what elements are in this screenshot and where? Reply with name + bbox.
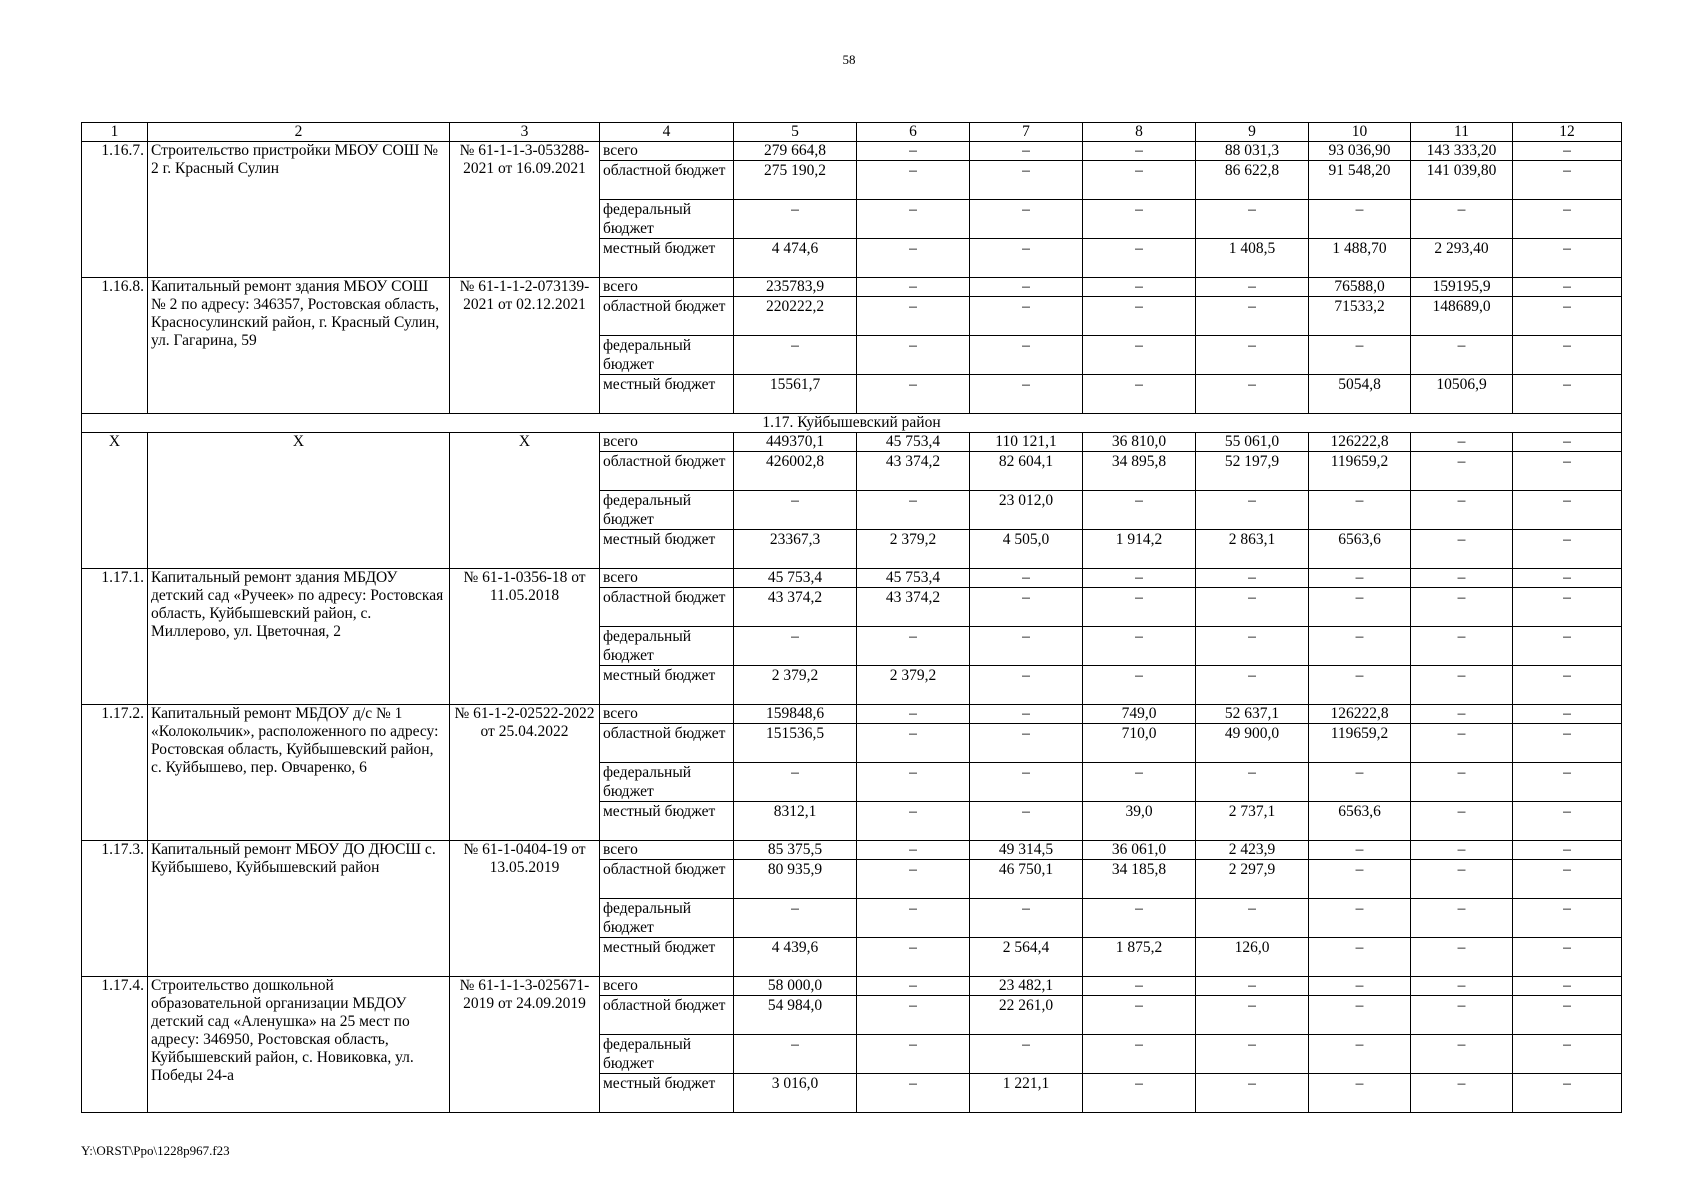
amount-cell: – bbox=[1083, 996, 1196, 1035]
amount-cell: – bbox=[1083, 588, 1196, 627]
amount-cell: – bbox=[734, 627, 857, 666]
amount-cell: – bbox=[1083, 899, 1196, 938]
table-row bbox=[82, 705, 1622, 724]
amount-cell: – bbox=[1309, 336, 1411, 375]
amount-cell: 86 622,8 bbox=[1196, 161, 1309, 200]
amount-cell: 749,0 bbox=[1083, 705, 1196, 724]
amount-cell: – bbox=[1513, 161, 1622, 200]
amount-cell: 85 375,5 bbox=[734, 841, 857, 860]
table-row bbox=[82, 569, 1622, 588]
page-number: 58 bbox=[842, 52, 856, 67]
amount-cell: 2 379,2 bbox=[857, 666, 970, 705]
item-name: Х bbox=[148, 433, 450, 569]
amount-cell: 2 737,1 bbox=[1196, 802, 1309, 841]
amount-cell: – bbox=[857, 763, 970, 802]
amount-cell: – bbox=[857, 278, 970, 297]
section-title: 1.17. Куйбышевский район bbox=[82, 414, 1622, 433]
amount-cell: 93 036,90 bbox=[1309, 142, 1411, 161]
budget-source: местный бюджет bbox=[600, 666, 734, 705]
item-number: 1.16.7. bbox=[82, 142, 148, 278]
amount-cell: 52 197,9 bbox=[1196, 452, 1309, 491]
amount-cell: 45 753,4 bbox=[857, 569, 970, 588]
amount-cell: 34 185,8 bbox=[1083, 860, 1196, 899]
amount-cell: 8312,1 bbox=[734, 802, 857, 841]
amount-cell: 80 935,9 bbox=[734, 860, 857, 899]
amount-cell: 6563,6 bbox=[1309, 802, 1411, 841]
amount-cell: – bbox=[1513, 1074, 1622, 1113]
amount-cell: 45 753,4 bbox=[734, 569, 857, 588]
amount-cell: 2 379,2 bbox=[734, 666, 857, 705]
amount-cell: 82 604,1 bbox=[970, 452, 1083, 491]
amount-cell: – bbox=[970, 1035, 1083, 1074]
amount-cell: 1 221,1 bbox=[970, 1074, 1083, 1113]
item-number: 1.17.3. bbox=[82, 841, 148, 977]
column-number: 5 bbox=[734, 123, 857, 142]
amount-cell: – bbox=[1083, 297, 1196, 336]
amount-cell: 275 190,2 bbox=[734, 161, 857, 200]
amount-cell: – bbox=[1411, 1074, 1513, 1113]
amount-cell: – bbox=[1411, 705, 1513, 724]
amount-cell: 49 314,5 bbox=[970, 841, 1083, 860]
amount-cell: 23367,3 bbox=[734, 530, 857, 569]
amount-cell: – bbox=[1309, 666, 1411, 705]
amount-cell: 5054,8 bbox=[1309, 375, 1411, 414]
budget-source: областной бюджет bbox=[600, 996, 734, 1035]
budget-source: местный бюджет bbox=[600, 375, 734, 414]
item-name: Строительство дошкольной образовательной организации МБДОУ детский сад «Аленушка» на 25 мест по адресу: 346950, Ростовская область, Куйбышевский район, с. Новиковка, ул. Победы 24-а bbox=[148, 977, 450, 1113]
item-name: Капитальный ремонт здания МБДОУ детский сад «Ручеек» по адресу: Ростовская область, Куйбышевский район, с. Миллерово, ул. Цветочная, 2 bbox=[148, 569, 450, 705]
amount-cell: – bbox=[1411, 1035, 1513, 1074]
amount-cell: – bbox=[1083, 763, 1196, 802]
amount-cell: – bbox=[1513, 200, 1622, 239]
amount-cell: 119659,2 bbox=[1309, 452, 1411, 491]
amount-cell: 143 333,20 bbox=[1411, 142, 1513, 161]
amount-cell: – bbox=[734, 336, 857, 375]
amount-cell: – bbox=[857, 200, 970, 239]
amount-cell: – bbox=[1411, 938, 1513, 977]
column-number-row bbox=[82, 123, 1622, 142]
amount-cell: – bbox=[1513, 452, 1622, 491]
amount-cell: – bbox=[970, 588, 1083, 627]
amount-cell: – bbox=[1083, 977, 1196, 996]
column-number: 10 bbox=[1309, 123, 1411, 142]
amount-cell: – bbox=[1513, 899, 1622, 938]
column-number: 4 bbox=[600, 123, 734, 142]
amount-cell: – bbox=[970, 297, 1083, 336]
budget-source: местный бюджет bbox=[600, 802, 734, 841]
amount-cell: – bbox=[1309, 996, 1411, 1035]
amount-cell: – bbox=[857, 899, 970, 938]
amount-cell: 43 374,2 bbox=[734, 588, 857, 627]
amount-cell: – bbox=[1083, 239, 1196, 278]
amount-cell: 45 753,4 bbox=[857, 433, 970, 452]
amount-cell: 1 408,5 bbox=[1196, 239, 1309, 278]
column-number: 11 bbox=[1411, 123, 1513, 142]
amount-cell: 126222,8 bbox=[1309, 433, 1411, 452]
amount-cell: 235783,9 bbox=[734, 278, 857, 297]
amount-cell: 4 505,0 bbox=[970, 530, 1083, 569]
amount-cell: – bbox=[857, 1035, 970, 1074]
table-row bbox=[82, 433, 1622, 452]
amount-cell: – bbox=[1196, 1035, 1309, 1074]
budget-table bbox=[81, 122, 1622, 1113]
amount-cell: – bbox=[1513, 239, 1622, 278]
budget-source: местный бюджет bbox=[600, 239, 734, 278]
amount-cell: – bbox=[1411, 200, 1513, 239]
amount-cell: 36 061,0 bbox=[1083, 841, 1196, 860]
amount-cell: – bbox=[1513, 938, 1622, 977]
amount-cell: 22 261,0 bbox=[970, 996, 1083, 1035]
budget-source: местный бюджет bbox=[600, 530, 734, 569]
amount-cell: 6563,6 bbox=[1309, 530, 1411, 569]
amount-cell: – bbox=[857, 938, 970, 977]
column-number: 6 bbox=[857, 123, 970, 142]
item-document: № 61-1-1-2-073139-2021 от 02.12.2021 bbox=[450, 278, 600, 414]
item-number: 1.17.2. bbox=[82, 705, 148, 841]
amount-cell: 141 039,80 bbox=[1411, 161, 1513, 200]
amount-cell: – bbox=[1411, 763, 1513, 802]
amount-cell: 110 121,1 bbox=[970, 433, 1083, 452]
item-name: Капитальный ремонт МБДОУ д/с № 1 «Колокольчик», расположенного по адресу: Ростовская область, Куйбышевский район, с. Куйбышево, пер. Овчаренко, 6 bbox=[148, 705, 450, 841]
amount-cell: – bbox=[970, 375, 1083, 414]
amount-cell: 88 031,3 bbox=[1196, 142, 1309, 161]
budget-source: федеральный бюджет bbox=[600, 491, 734, 530]
amount-cell: – bbox=[1309, 588, 1411, 627]
amount-cell: – bbox=[970, 336, 1083, 375]
amount-cell: – bbox=[734, 899, 857, 938]
amount-cell: 71533,2 bbox=[1309, 297, 1411, 336]
amount-cell: – bbox=[1083, 1074, 1196, 1113]
item-document: № 61-1-1-3-053288-2021 от 16.09.2021 bbox=[450, 142, 600, 278]
amount-cell: – bbox=[1083, 375, 1196, 414]
amount-cell: – bbox=[734, 491, 857, 530]
file-path-footer: Y:\ORST\Ppo\1228p967.f23 bbox=[81, 1143, 230, 1158]
amount-cell: – bbox=[1513, 705, 1622, 724]
amount-cell: 2 297,9 bbox=[1196, 860, 1309, 899]
amount-cell: 119659,2 bbox=[1309, 724, 1411, 763]
column-number: 9 bbox=[1196, 123, 1309, 142]
column-number: 12 bbox=[1513, 123, 1622, 142]
amount-cell: – bbox=[1513, 763, 1622, 802]
amount-cell: – bbox=[1083, 142, 1196, 161]
amount-cell: – bbox=[734, 200, 857, 239]
amount-cell: – bbox=[1309, 977, 1411, 996]
budget-source: всего bbox=[600, 841, 734, 860]
amount-cell: – bbox=[857, 1074, 970, 1113]
amount-cell: – bbox=[1083, 1035, 1196, 1074]
amount-cell: – bbox=[970, 666, 1083, 705]
amount-cell: – bbox=[1196, 996, 1309, 1035]
amount-cell: 54 984,0 bbox=[734, 996, 857, 1035]
amount-cell: – bbox=[1309, 569, 1411, 588]
amount-cell: 279 664,8 bbox=[734, 142, 857, 161]
amount-cell: – bbox=[1411, 666, 1513, 705]
amount-cell: – bbox=[1513, 627, 1622, 666]
item-number: 1.17.1. bbox=[82, 569, 148, 705]
amount-cell: – bbox=[1411, 452, 1513, 491]
amount-cell: – bbox=[1309, 860, 1411, 899]
amount-cell: – bbox=[1513, 860, 1622, 899]
budget-source: всего bbox=[600, 705, 734, 724]
amount-cell: – bbox=[1196, 627, 1309, 666]
budget-source: областной бюджет bbox=[600, 588, 734, 627]
amount-cell: – bbox=[1196, 336, 1309, 375]
amount-cell: – bbox=[857, 977, 970, 996]
amount-cell: – bbox=[970, 142, 1083, 161]
table-row bbox=[82, 142, 1622, 161]
amount-cell: – bbox=[857, 491, 970, 530]
amount-cell: 449370,1 bbox=[734, 433, 857, 452]
amount-cell: – bbox=[857, 705, 970, 724]
amount-cell: 4 474,6 bbox=[734, 239, 857, 278]
amount-cell: 76588,0 bbox=[1309, 278, 1411, 297]
amount-cell: 426002,8 bbox=[734, 452, 857, 491]
amount-cell: – bbox=[1513, 841, 1622, 860]
amount-cell: – bbox=[857, 724, 970, 763]
budget-source: федеральный бюджет bbox=[600, 627, 734, 666]
amount-cell: 46 750,1 bbox=[970, 860, 1083, 899]
amount-cell: – bbox=[857, 841, 970, 860]
amount-cell: – bbox=[1513, 666, 1622, 705]
amount-cell: – bbox=[1309, 938, 1411, 977]
column-number: 7 bbox=[970, 123, 1083, 142]
amount-cell: – bbox=[1411, 530, 1513, 569]
amount-cell: – bbox=[1513, 336, 1622, 375]
column-number: 2 bbox=[148, 123, 450, 142]
amount-cell: – bbox=[1411, 588, 1513, 627]
amount-cell: – bbox=[970, 724, 1083, 763]
amount-cell: – bbox=[1411, 860, 1513, 899]
amount-cell: – bbox=[1411, 977, 1513, 996]
amount-cell: – bbox=[1513, 433, 1622, 452]
amount-cell: – bbox=[1309, 899, 1411, 938]
amount-cell: – bbox=[1411, 627, 1513, 666]
amount-cell: – bbox=[1309, 200, 1411, 239]
amount-cell: – bbox=[1309, 1074, 1411, 1113]
amount-cell: 15561,7 bbox=[734, 375, 857, 414]
budget-source: федеральный бюджет bbox=[600, 899, 734, 938]
amount-cell: 2 564,4 bbox=[970, 938, 1083, 977]
amount-cell: – bbox=[1196, 899, 1309, 938]
amount-cell: – bbox=[734, 1035, 857, 1074]
amount-cell: – bbox=[1513, 278, 1622, 297]
amount-cell: – bbox=[1513, 375, 1622, 414]
item-number: 1.16.8. bbox=[82, 278, 148, 414]
amount-cell: 1 875,2 bbox=[1083, 938, 1196, 977]
budget-source: областной бюджет bbox=[600, 724, 734, 763]
amount-cell: – bbox=[1513, 1035, 1622, 1074]
amount-cell: 36 810,0 bbox=[1083, 433, 1196, 452]
amount-cell: – bbox=[1411, 841, 1513, 860]
amount-cell: – bbox=[1083, 336, 1196, 375]
column-number: 3 bbox=[450, 123, 600, 142]
amount-cell: – bbox=[1083, 627, 1196, 666]
amount-cell: – bbox=[1083, 491, 1196, 530]
amount-cell: 58 000,0 bbox=[734, 977, 857, 996]
amount-cell: – bbox=[857, 297, 970, 336]
amount-cell: – bbox=[970, 899, 1083, 938]
budget-source: местный бюджет bbox=[600, 938, 734, 977]
amount-cell: – bbox=[857, 375, 970, 414]
budget-source: федеральный бюджет bbox=[600, 763, 734, 802]
amount-cell: 49 900,0 bbox=[1196, 724, 1309, 763]
amount-cell: – bbox=[857, 161, 970, 200]
amount-cell: – bbox=[970, 763, 1083, 802]
amount-cell: – bbox=[970, 627, 1083, 666]
amount-cell: – bbox=[1196, 569, 1309, 588]
amount-cell: – bbox=[970, 200, 1083, 239]
budget-source: местный бюджет bbox=[600, 1074, 734, 1113]
amount-cell: – bbox=[1411, 899, 1513, 938]
amount-cell: – bbox=[1513, 996, 1622, 1035]
amount-cell: – bbox=[970, 239, 1083, 278]
budget-source: всего bbox=[600, 142, 734, 161]
amount-cell: – bbox=[970, 278, 1083, 297]
amount-cell: 126222,8 bbox=[1309, 705, 1411, 724]
budget-source: всего bbox=[600, 569, 734, 588]
amount-cell: – bbox=[970, 802, 1083, 841]
item-document: № 61-1-0404-19 от 13.05.2019 bbox=[450, 841, 600, 977]
amount-cell: – bbox=[1513, 569, 1622, 588]
budget-source: областной бюджет bbox=[600, 860, 734, 899]
amount-cell: 710,0 bbox=[1083, 724, 1196, 763]
amount-cell: – bbox=[1083, 666, 1196, 705]
amount-cell: – bbox=[857, 239, 970, 278]
amount-cell: – bbox=[1083, 200, 1196, 239]
amount-cell: – bbox=[1411, 491, 1513, 530]
amount-cell: 151536,5 bbox=[734, 724, 857, 763]
amount-cell: – bbox=[857, 142, 970, 161]
amount-cell: 148689,0 bbox=[1411, 297, 1513, 336]
amount-cell: – bbox=[734, 763, 857, 802]
amount-cell: – bbox=[857, 860, 970, 899]
amount-cell: 23 482,1 bbox=[970, 977, 1083, 996]
amount-cell: – bbox=[1513, 530, 1622, 569]
budget-source: федеральный бюджет bbox=[600, 200, 734, 239]
amount-cell: – bbox=[1196, 278, 1309, 297]
column-number: 1 bbox=[82, 123, 148, 142]
amount-cell: 2 293,40 bbox=[1411, 239, 1513, 278]
amount-cell: 1 914,2 bbox=[1083, 530, 1196, 569]
item-document: № 61-1-1-3-025671-2019 от 24.09.2019 bbox=[450, 977, 600, 1113]
budget-source: областной бюджет bbox=[600, 297, 734, 336]
amount-cell: 2 863,1 bbox=[1196, 530, 1309, 569]
budget-source: областной бюджет bbox=[600, 452, 734, 491]
amount-cell: 159195,9 bbox=[1411, 278, 1513, 297]
amount-cell: 1 488,70 bbox=[1309, 239, 1411, 278]
table-row bbox=[82, 977, 1622, 996]
amount-cell: 43 374,2 bbox=[857, 452, 970, 491]
amount-cell: 55 061,0 bbox=[1196, 433, 1309, 452]
item-number: Х bbox=[82, 433, 148, 569]
amount-cell: – bbox=[1513, 588, 1622, 627]
amount-cell: – bbox=[1411, 996, 1513, 1035]
amount-cell: 4 439,6 bbox=[734, 938, 857, 977]
budget-source: федеральный бюджет bbox=[600, 1035, 734, 1074]
table-row bbox=[82, 278, 1622, 297]
amount-cell: – bbox=[1411, 569, 1513, 588]
amount-cell: 3 016,0 bbox=[734, 1074, 857, 1113]
amount-cell: – bbox=[970, 161, 1083, 200]
amount-cell: – bbox=[1196, 491, 1309, 530]
amount-cell: – bbox=[1513, 724, 1622, 763]
amount-cell: – bbox=[1196, 977, 1309, 996]
amount-cell: – bbox=[1411, 724, 1513, 763]
item-name: Строительство пристройки МБОУ СОШ № 2 г. Красный Сулин bbox=[148, 142, 450, 278]
amount-cell: – bbox=[1083, 278, 1196, 297]
amount-cell: 2 423,9 bbox=[1196, 841, 1309, 860]
item-name: Капитальный ремонт МБОУ ДО ДЮСШ с. Куйбышево, Куйбышевский район bbox=[148, 841, 450, 977]
amount-cell: 91 548,20 bbox=[1309, 161, 1411, 200]
item-document: № 61-1-0356-18 от 11.05.2018 bbox=[450, 569, 600, 705]
amount-cell: – bbox=[1083, 569, 1196, 588]
amount-cell: – bbox=[1309, 1035, 1411, 1074]
amount-cell: 10506,9 bbox=[1411, 375, 1513, 414]
amount-cell: 52 637,1 bbox=[1196, 705, 1309, 724]
amount-cell: – bbox=[1309, 841, 1411, 860]
amount-cell: – bbox=[857, 802, 970, 841]
section-row bbox=[82, 414, 1622, 433]
column-number: 8 bbox=[1083, 123, 1196, 142]
amount-cell: – bbox=[1513, 977, 1622, 996]
item-document: № 61-1-2-02522-2022 от 25.04.2022 bbox=[450, 705, 600, 841]
amount-cell: – bbox=[1309, 627, 1411, 666]
amount-cell: – bbox=[1196, 200, 1309, 239]
amount-cell: – bbox=[1411, 802, 1513, 841]
amount-cell: 23 012,0 bbox=[970, 491, 1083, 530]
amount-cell: – bbox=[1196, 666, 1309, 705]
amount-cell: – bbox=[1411, 433, 1513, 452]
amount-cell: – bbox=[1309, 763, 1411, 802]
budget-source: федеральный бюджет bbox=[600, 336, 734, 375]
budget-source: областной бюджет bbox=[600, 161, 734, 200]
amount-cell: – bbox=[1196, 763, 1309, 802]
item-name: Капитальный ремонт здания МБОУ СОШ № 2 по адресу: 346357, Ростовская область, Красносулинский район, г. Красный Сулин, ул. Гагарина, 59 bbox=[148, 278, 450, 414]
amount-cell: – bbox=[1196, 588, 1309, 627]
item-document: Х bbox=[450, 433, 600, 569]
amount-cell: – bbox=[857, 336, 970, 375]
amount-cell: – bbox=[1513, 802, 1622, 841]
amount-cell: – bbox=[1083, 161, 1196, 200]
amount-cell: 34 895,8 bbox=[1083, 452, 1196, 491]
amount-cell: 126,0 bbox=[1196, 938, 1309, 977]
amount-cell: 159848,6 bbox=[734, 705, 857, 724]
amount-cell: – bbox=[1411, 336, 1513, 375]
amount-cell: – bbox=[857, 996, 970, 1035]
amount-cell: 43 374,2 bbox=[857, 588, 970, 627]
item-number: 1.17.4. bbox=[82, 977, 148, 1113]
amount-cell: 220222,2 bbox=[734, 297, 857, 336]
budget-source: всего bbox=[600, 433, 734, 452]
amount-cell: – bbox=[1513, 297, 1622, 336]
amount-cell: – bbox=[1196, 297, 1309, 336]
amount-cell: – bbox=[1513, 491, 1622, 530]
amount-cell: – bbox=[1513, 142, 1622, 161]
table-row bbox=[82, 841, 1622, 860]
amount-cell: – bbox=[1309, 491, 1411, 530]
budget-source: всего bbox=[600, 977, 734, 996]
amount-cell: 2 379,2 bbox=[857, 530, 970, 569]
amount-cell: – bbox=[1196, 1074, 1309, 1113]
amount-cell: – bbox=[970, 569, 1083, 588]
amount-cell: 39,0 bbox=[1083, 802, 1196, 841]
amount-cell: – bbox=[1196, 375, 1309, 414]
amount-cell: – bbox=[857, 627, 970, 666]
amount-cell: – bbox=[970, 705, 1083, 724]
budget-source: всего bbox=[600, 278, 734, 297]
